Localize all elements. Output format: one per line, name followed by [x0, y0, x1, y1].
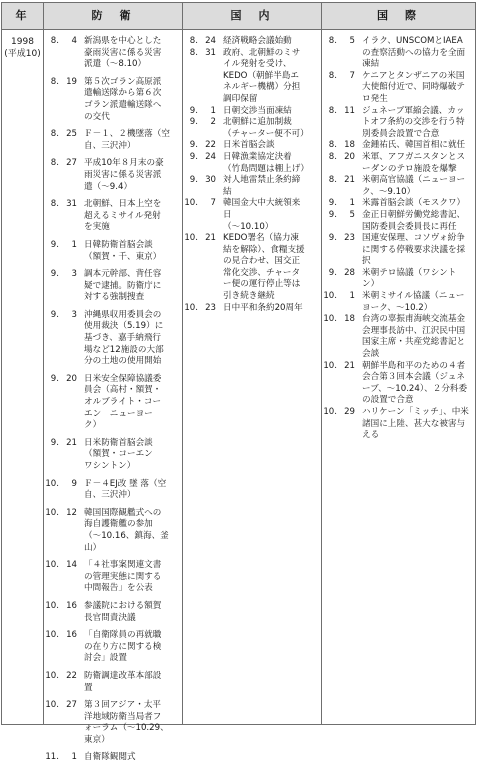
event-text: [84, 36, 179, 71]
event-day: 7: [210, 198, 216, 209]
international-entry: [323, 210, 474, 233]
event-text: [362, 210, 474, 233]
defense-entry: [45, 438, 179, 473]
event-day: 21: [344, 360, 355, 371]
event-text: [84, 269, 179, 304]
event-text: [362, 268, 474, 291]
event-day: 22: [66, 670, 77, 681]
event-day: 1: [71, 239, 77, 250]
event-text-line: ケニアとタンザニアの米国: [362, 70, 465, 81]
event-month: 9.: [328, 267, 337, 278]
event-text: [362, 175, 474, 198]
event-text-line: ヨーク、～10.2）: [362, 302, 433, 313]
event-text-line: ク）: [84, 420, 102, 431]
event-text: [362, 152, 474, 175]
event-text: [84, 671, 179, 694]
international-entry: [323, 233, 474, 268]
event-text-line: ロ発生: [362, 93, 388, 104]
event-month: 8.: [50, 36, 59, 46]
event-text-line: 常化交渉、チャータ: [223, 267, 301, 278]
event-day: 24: [205, 36, 216, 46]
event-month: 8.: [328, 70, 337, 81]
domestic-entry: [184, 233, 318, 303]
event-day: 20: [66, 373, 77, 384]
international-entry: [323, 268, 474, 291]
event-month: 9.: [189, 151, 198, 162]
event-text-line: 別委員会設置で合意: [362, 128, 440, 139]
event-text-line: 日米首脳会談: [223, 140, 275, 151]
event-text-line: 朝鮮半島和平のための４者: [362, 360, 466, 371]
event-month: 11.: [45, 752, 59, 763]
event-text-line: 国連安保理、コソヴォ紛争: [362, 233, 465, 244]
event-text-line: 豪雨災害に係る災害: [84, 47, 162, 58]
event-month: 8.: [50, 129, 59, 140]
event-text-line: ワシントン）: [84, 461, 136, 471]
event-text-line: Ｆ－１、２機墜落（空: [84, 129, 170, 140]
event-text-line: 諸国に上陸、甚大な被害与: [362, 418, 466, 429]
event-text: [84, 508, 179, 554]
event-text: [362, 407, 474, 442]
event-text-line: 日中平和条約20周年: [223, 302, 303, 313]
event-text: [84, 438, 179, 473]
event-text-line: 経済戦略会議始動: [223, 36, 292, 46]
event-text-line: 金正日朝鮮労働党総書記、: [362, 209, 466, 220]
defense-entry: [45, 158, 179, 193]
international-entry: [323, 106, 474, 141]
event-text-line: 日韓漁業協定決着: [223, 151, 292, 162]
international-entry: [323, 71, 474, 106]
event-text-line: Ｆ－４EJ改 墜 落（空: [84, 478, 167, 489]
event-day: 20: [344, 151, 355, 162]
defense-entry: [45, 129, 179, 152]
event-text-line: 択: [362, 256, 371, 267]
event-month: 8.: [50, 76, 59, 87]
defense-entry: [45, 700, 179, 746]
event-text: [84, 752, 179, 764]
defense-entry: [45, 560, 179, 595]
event-text-line: の交代: [84, 111, 110, 122]
event-text-line: 調印保留: [223, 93, 258, 104]
defense-entry: [45, 199, 179, 234]
event-text-line: ネルギー機構）分担: [223, 82, 301, 93]
event-text-line: ォーラム（～10.29、: [84, 723, 169, 734]
event-text-line: 基づき、嘉手納飛行: [84, 333, 162, 344]
column-divider: [43, 3, 44, 724]
event-day: 2: [210, 117, 216, 128]
event-text-line: 引き続き継続: [223, 291, 275, 302]
event-month: 10.: [323, 407, 337, 417]
event-text: [223, 303, 318, 315]
event-text-line: 長官問責決議: [84, 612, 136, 623]
event-text-line: 派遣（～8.10）: [84, 59, 147, 70]
event-day: 11: [344, 105, 355, 116]
event-text: [84, 479, 179, 502]
defense-entry: [45, 752, 179, 764]
event-day: 31: [66, 199, 77, 210]
event-text-line: 金鍾祐氏、韓国首相に就任: [362, 140, 466, 151]
event-text-line: の見合わせ、国交正: [223, 256, 301, 267]
international-entry: [323, 314, 474, 360]
event-day: 9: [71, 478, 77, 489]
defense-entry: [45, 508, 179, 554]
event-month: 8.: [50, 199, 59, 210]
event-text: [362, 361, 474, 407]
event-month: 10.: [45, 670, 59, 681]
column-divider: [182, 3, 183, 724]
event-text-line: 米軍、アフガニスタンとス: [362, 151, 466, 162]
event-text-line: 日韓防衛首脳会談: [84, 239, 153, 250]
event-day: 1: [349, 291, 355, 302]
event-text-line: 調本元幹部、背任容: [84, 269, 162, 280]
event-text: [362, 314, 474, 360]
event-text-line: 員会（高村・額賀・: [84, 385, 162, 396]
event-text: [84, 199, 179, 234]
event-text: [362, 198, 474, 210]
event-month: 8.: [50, 158, 59, 169]
event-month: 8.: [328, 105, 337, 116]
event-text-line: ーダンのテロ施設を爆撃: [362, 163, 457, 174]
event-text-line: イル発射を受け、: [223, 59, 292, 70]
event-text-line: 日朝交渉当面凍結: [223, 105, 292, 116]
event-day: 21: [66, 437, 77, 448]
event-text: [223, 140, 318, 152]
event-month: 10.: [184, 302, 198, 313]
event-month: 8.: [189, 47, 198, 58]
international-entry: [323, 291, 474, 314]
event-day: 23: [205, 302, 216, 313]
event-text-line: 遣輸送隊から第６次: [84, 88, 162, 99]
international-entry: [323, 140, 474, 152]
event-text-line: 自、三沢沖）: [84, 490, 136, 501]
event-text-line: イラク、UNSCOMとIAEA: [362, 36, 463, 46]
domestic-entry: [184, 152, 318, 175]
event-month: 10.: [323, 314, 337, 325]
defense-entry: [45, 601, 179, 624]
event-text-line: 遣（～9.4）: [84, 181, 133, 192]
domestic-entry: [184, 106, 318, 118]
event-day: 23: [344, 233, 355, 244]
event-text: [84, 129, 179, 152]
event-text-line: の査察活動への協力を全面: [362, 47, 466, 58]
event-day: 4: [71, 36, 77, 46]
event-text-line: （額賀・コーエン: [84, 449, 153, 460]
domestic-entry: [184, 198, 318, 233]
event-day: 3: [71, 269, 77, 280]
event-text-line: 平成10年８月末の豪: [84, 158, 164, 169]
event-text-line: 洋地域防衛当局者フ: [84, 711, 162, 722]
event-day: 1: [210, 105, 216, 116]
event-text-line: 使用裁決（5.19）に: [84, 321, 164, 332]
event-text: [223, 48, 318, 106]
event-text-line: 日米安全保障協議委: [84, 373, 162, 384]
event-text-line: を実施: [84, 222, 110, 233]
domestic-entry: [184, 36, 318, 48]
event-day: 22: [205, 140, 216, 151]
international-entry: [323, 175, 474, 198]
event-month: 8.: [189, 36, 198, 46]
domestic-column: [184, 30, 318, 314]
event-text-line: （額賀・千、東京）: [84, 251, 162, 262]
event-text-line: 日: [223, 209, 232, 220]
event-text-line: 会理事長訪中、江沢民中国: [362, 325, 466, 336]
event-text-line: ハリケーン「ミッチ」、中米: [362, 407, 469, 417]
event-text-line: 凍結: [362, 59, 380, 70]
event-day: 16: [66, 630, 77, 641]
event-month: 9.: [328, 233, 337, 244]
event-month: 10.: [184, 198, 198, 209]
event-day: 28: [344, 267, 355, 278]
event-text-line: オルブライト・コー: [84, 397, 162, 408]
year-cell: [2, 30, 43, 60]
event-text: [84, 77, 179, 123]
event-text: [362, 291, 474, 314]
event-day: 1: [71, 752, 77, 763]
event-day: 21: [205, 233, 216, 244]
event-text: [223, 36, 318, 48]
event-month: 9.: [189, 117, 198, 128]
defense-entry: [45, 77, 179, 123]
domestic-entry: [184, 303, 318, 315]
event-text-line: 沖縄県収用委員会の: [84, 309, 162, 320]
event-day: 27: [66, 158, 77, 169]
event-text-line: 置: [84, 682, 93, 693]
header-domestic: 国 内: [230, 9, 273, 22]
event-text-line: 国防委員会委員長に再任: [362, 221, 457, 232]
event-text: [84, 158, 179, 193]
event-text-line: 東京）: [84, 734, 110, 745]
defense-entry: [45, 479, 179, 502]
event-text: [223, 175, 318, 198]
event-text-line: 韓国国際観艦式への: [84, 507, 162, 518]
event-text: [362, 140, 474, 152]
event-text-line: 「自衛隊員の再就職: [84, 630, 162, 641]
event-text: [362, 36, 474, 71]
event-month: 10.: [45, 700, 59, 711]
header-year: 年: [15, 9, 30, 22]
event-text-line: 会談: [362, 349, 380, 360]
event-text: [223, 106, 318, 118]
event-text-line: ク、～9.10）: [362, 186, 416, 197]
domestic-entry: [184, 117, 318, 140]
event-text: [223, 117, 318, 140]
event-text-line: 第３回アジア・太平: [84, 700, 162, 711]
event-text-line: 国家主席・共産党総書記と: [362, 337, 466, 348]
event-text-line: 政府、北朝鮮のミサ: [223, 47, 301, 58]
event-month: 9.: [50, 309, 59, 320]
event-text-line: 自衛隊観閲式: [84, 752, 136, 763]
event-day: 21: [344, 175, 355, 186]
event-text-line: 超えるミサイル発射: [84, 210, 161, 221]
event-text-line: 韓国金大中大統領来: [223, 198, 301, 209]
event-day: 31: [205, 47, 216, 58]
event-text-line: 「４社事案関連文書: [84, 560, 162, 571]
international-entry: [323, 152, 474, 175]
event-text-line: 日米防衛首脳会談: [84, 437, 153, 448]
chronology-table: [1, 2, 476, 763]
event-text: [84, 374, 179, 432]
event-day: 7: [349, 70, 355, 81]
defense-entry: [45, 240, 179, 263]
event-text: [362, 106, 474, 141]
event-text-line: （～10.10）: [223, 221, 274, 232]
event-text-line: エン ニューヨー: [84, 408, 153, 419]
event-month: 10.: [45, 630, 59, 641]
event-day: 12: [66, 507, 77, 518]
event-text: [362, 233, 474, 268]
event-text-line: （竹島問題は棚上げ）: [223, 163, 309, 174]
event-text-line: 第５次ゴラン高原派: [84, 76, 162, 87]
event-month: 8.: [328, 151, 337, 162]
domestic-entry: [184, 175, 318, 198]
event-text-line: KEDO署名（協力凍: [223, 233, 300, 244]
event-text: [362, 71, 474, 106]
event-day: 29: [344, 407, 355, 417]
defense-entry: [45, 269, 179, 304]
event-month: 9.: [189, 175, 198, 186]
defense-entry: [45, 671, 179, 694]
era-value: (平成10): [4, 49, 41, 59]
international-entry: [323, 36, 474, 71]
event-text-line: 参議院における額賀: [84, 600, 162, 611]
event-month: 10.: [323, 291, 337, 302]
international-column: [323, 30, 474, 442]
defense-entry: [45, 36, 179, 71]
header-international: 国 際: [377, 9, 419, 22]
event-text-line: KEDO（朝鮮半島エ: [223, 70, 300, 81]
column-divider: [321, 3, 322, 724]
event-text-line: 台湾の辜振甫海峡交流基金: [362, 314, 466, 325]
event-text-line: （～10.16、鎮海、釜: [84, 530, 169, 541]
domestic-entry: [184, 48, 318, 106]
event-text: [84, 630, 179, 665]
event-month: 10.: [323, 360, 337, 371]
defense-entry: [45, 310, 179, 368]
event-text: [223, 233, 318, 303]
international-entry: [323, 407, 474, 442]
event-text: [223, 152, 318, 175]
event-month: 9.: [50, 269, 59, 280]
event-text-line: 対人地雷禁止条約締: [223, 175, 301, 186]
event-text-line: 米朝テロ協議（ワシント: [362, 267, 457, 278]
event-day: 27: [66, 700, 77, 711]
defense-column: [45, 30, 179, 764]
event-day: 16: [66, 600, 77, 611]
event-month: 8.: [328, 140, 337, 151]
event-day: 18: [344, 140, 355, 151]
event-month: 10.: [45, 478, 59, 489]
event-month: 10.: [45, 560, 59, 571]
event-day: 14: [66, 560, 77, 571]
event-text-line: 山）: [84, 542, 102, 553]
event-text-line: 結: [223, 186, 232, 197]
event-text-line: ーブ、～10.24）、２分科委: [362, 383, 468, 394]
event-day: 1: [349, 198, 355, 209]
event-text-line: 米露首脳会談（モスクワ）: [362, 198, 466, 209]
event-text: [223, 198, 318, 233]
event-text-line: 米朝ミサイル協議（ニュー: [362, 291, 465, 302]
event-month: 10.: [45, 507, 59, 518]
event-text-line: の在り方に関する検: [84, 641, 162, 652]
event-text-line: 中間報告」を公表: [84, 583, 153, 594]
event-text-line: の設置で合意: [362, 395, 414, 406]
event-month: 10.: [45, 600, 59, 611]
event-day: 3: [71, 309, 77, 320]
event-text-line: 分の土地の使用開始: [84, 356, 162, 367]
event-text-line: （チャーター便不可）: [223, 128, 309, 139]
event-month: 9.: [328, 198, 337, 209]
event-month: 9.: [50, 437, 59, 448]
year-value: 1998: [11, 37, 34, 47]
event-day: 30: [205, 175, 216, 186]
event-text-line: に関する停戦要求決議を採: [362, 244, 466, 255]
event-text-line: 場など12施設の大部: [84, 344, 164, 355]
event-month: 8.: [328, 36, 337, 46]
event-day: 24: [205, 151, 216, 162]
event-text: [84, 310, 179, 368]
event-text-line: の管理実態に関する: [84, 571, 162, 582]
event-day: 5: [349, 36, 355, 46]
header-defense: 防 衛: [91, 9, 134, 22]
event-month: 9.: [50, 239, 59, 250]
event-month: 10.: [184, 233, 198, 244]
event-text-line: 疑で逮捕。防衛庁に: [84, 280, 162, 291]
event-month: 8.: [328, 175, 337, 186]
event-text-line: 海自護衛艦の参加: [84, 519, 153, 530]
event-text: [84, 601, 179, 624]
event-day: 19: [66, 76, 77, 87]
event-text-line: 新潟県を中心とした: [84, 36, 162, 46]
event-text-line: 討会」設置: [84, 653, 127, 664]
event-month: 9.: [328, 209, 337, 220]
defense-entry: [45, 630, 179, 665]
event-text-line: 会合第３回本会議（ジュネ: [362, 372, 465, 383]
event-month: 9.: [50, 373, 59, 384]
event-text-line: える: [362, 430, 380, 441]
event-day: 5: [349, 209, 355, 220]
event-text-line: ン）: [362, 279, 380, 290]
event-text-line: 北朝鮮、日本上空を: [84, 199, 162, 210]
international-entry: [323, 198, 474, 210]
event-text-line: 大使館付近で、同時爆破テ: [362, 82, 465, 93]
event-text-line: 自、三沢沖）: [84, 140, 136, 151]
event-text: [84, 240, 179, 263]
event-day: 18: [344, 314, 355, 325]
event-text-line: ー便の運行停止等は: [223, 279, 301, 290]
event-day: 25: [66, 129, 77, 140]
event-text-line: 対する強制捜査: [84, 292, 145, 303]
event-text-line: 防衛調達改革本部設: [84, 670, 162, 681]
event-text-line: 雨災害に係る災害派: [84, 169, 162, 180]
event-month: 9.: [189, 140, 198, 151]
event-text: [84, 560, 179, 595]
event-text-line: ジュネーブ軍縮会議、カッ: [362, 105, 465, 116]
event-text: [84, 700, 179, 746]
table-header: [2, 3, 475, 30]
event-text-line: 米朝高官協議（ニューヨー: [362, 175, 466, 186]
international-entry: [323, 361, 474, 407]
event-text-line: 北朝鮮に追加制裁: [223, 117, 292, 128]
domestic-entry: [184, 140, 318, 152]
event-text-line: トオフ条約の交渉を行う特: [362, 117, 465, 128]
event-text-line: 結を解除）、食糧支援: [223, 244, 305, 255]
event-text-line: ゴラン派遣輸送隊へ: [84, 99, 162, 110]
defense-entry: [45, 374, 179, 432]
event-month: 9.: [189, 105, 198, 116]
